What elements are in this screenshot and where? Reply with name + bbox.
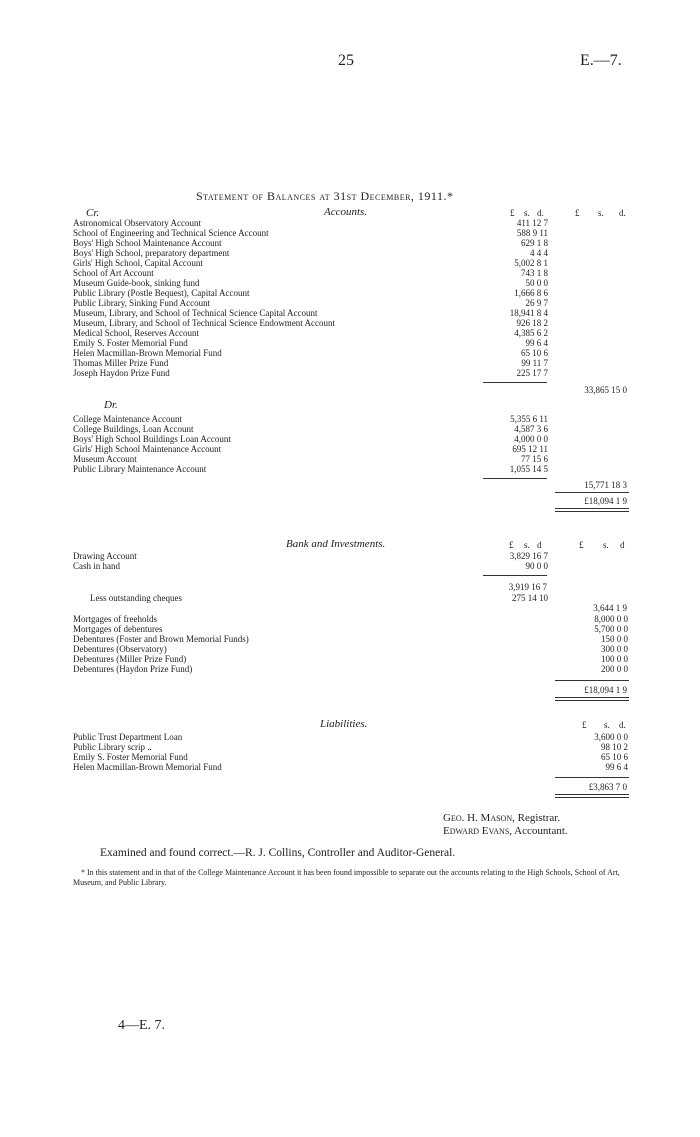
bank-amount: 275 14 10 [512,593,548,603]
list-item [73,464,548,474]
account-label: Helen Macmillan-Brown Memorial Fund [73,348,222,358]
footnote: * In this statement and in that of the College Maintenance Account it has been found impossible to separate out the accounts relating to the High Schools, School of Art, Museum, and Public Library. [73,868,620,887]
bank-d-header: d [537,540,542,550]
list-item [73,338,548,348]
investment-amount: 100 0 0 [601,654,628,664]
list-item [73,752,628,762]
account-amount: 99 6 4 [525,338,548,348]
list-item [73,228,548,238]
account-label: Museum, Library, and School of Technical Science Endowment Account [73,318,336,328]
col1-s-header: s. [524,208,530,218]
list-item [73,444,548,454]
investment-amount: 300 0 0 [601,644,628,654]
account-amount: 629 1 8 [521,238,548,248]
bank2-s-header: s. [603,540,609,550]
dr-total: 15,771 18 3 [584,480,627,490]
liability-amount: 65 10 6 [601,752,628,762]
investment-label: Debentures (Haydon Prize Fund) [73,664,193,674]
list-item [73,732,628,742]
liabilities-total: £3,863 7 0 [588,782,627,792]
account-label: School of Art Account [73,268,154,278]
signature-role: , Registrar. [512,812,561,824]
rule [555,680,629,681]
signature-registrar [443,812,560,824]
list-item [73,664,628,674]
signature-role: , Accountant. [509,825,568,837]
signature-name: Geo. H. Mason [443,812,513,824]
liability-amount: 98 10 2 [601,742,628,752]
double-rule [555,508,629,512]
account-label: Public Library Maintenance Account [73,464,207,474]
account-label: Boys' High School, preparatory department [73,248,230,258]
account-label: Girls' High School Maintenance Account [73,444,222,454]
rule [483,478,547,479]
account-amount: 225 17 7 [516,368,548,378]
list-item [73,742,628,752]
signature-accountant [443,825,568,837]
liability-label: Helen Macmillan-Brown Memorial Fund [73,762,222,772]
investment-amount: 5,700 0 0 [594,624,628,634]
bank-pound-header: £ [509,540,514,550]
list-item [73,454,548,464]
list-item [73,654,628,664]
bank-amount: 90 0 0 [525,561,548,571]
list-item [73,762,628,772]
account-label: Emily S. Foster Memorial Fund [73,338,188,348]
list-item [73,268,548,278]
rule [483,382,547,383]
investment-amount: 200 0 0 [601,664,628,674]
bank-s-header: s. [524,540,530,550]
list-item [73,358,548,368]
account-label: Boys' High School Buildings Loan Account [73,434,231,444]
double-rule [555,697,629,701]
document-reference: E.—7. [580,52,622,69]
account-amount: 743 1 8 [521,268,548,278]
drawing-account-row [73,551,548,561]
accounts-heading: Accounts. [324,206,368,218]
statement-title: Statement of Balances at 31st December, 1911.* [196,189,454,203]
list-item [73,238,548,248]
examined-statement: Examined and found correct.—R. J. Collins, Controller and Auditor-General. [100,847,456,859]
account-amount: 4,385 6 2 [514,328,548,338]
bank2-pound-header: £ [579,540,584,550]
account-amount: 1,055 14 5 [509,464,548,474]
account-label: Public Library, Sinking Fund Account [73,298,211,308]
col1-pound-header: £ [510,208,515,218]
list-item [73,614,628,624]
list-item [73,624,628,634]
investment-label: Mortgages of debentures [73,624,163,634]
rule [483,575,547,576]
liab-s-header: s. [604,720,610,730]
list-item [73,278,548,288]
liability-amount: 3,600 0 0 [594,732,628,742]
cr-heading: Cr. [86,207,100,219]
investment-label: Mortgages of freeholds [73,614,157,624]
account-amount: 4,000 0 0 [514,434,548,444]
list-item [73,298,548,308]
account-amount: 1,666 8 6 [514,288,548,298]
investment-amount: 8,000 0 0 [594,614,628,624]
liabilities-heading: Liabilities. [320,718,368,730]
liability-label: Emily S. Foster Memorial Fund [73,752,188,762]
account-label: Medical School, Reserves Account [73,328,199,338]
account-amount: 26 9 7 [525,298,548,308]
list-item [73,318,548,328]
account-amount: 588 9 11 [516,228,548,238]
signature-name: Edward Evans [443,825,510,837]
account-label: Museum Account [73,454,137,464]
account-label: Museum Guide-book, sinking fund [73,278,200,288]
less-cheques-row [90,593,548,603]
list-item [73,348,548,358]
double-rule [555,794,629,798]
account-label: Public Library (Postle Bequest), Capital Account [73,288,250,298]
account-amount: 695 12 11 [512,444,548,454]
list-item [73,644,628,654]
account-label: Museum, Library, and School of Technical Science Capital Account [73,308,318,318]
bank-total: £18,094 1 9 [584,685,627,695]
account-amount: 5,002 8 1 [514,258,548,268]
cash-row [73,561,548,571]
account-amount: 411 12 7 [516,218,548,228]
col2-d-header: d. [619,208,626,218]
liability-amount: 99 6 4 [605,762,628,772]
investment-label: Debentures (Foster and Brown Memorial Funds) [73,634,249,644]
rule [555,777,629,778]
investment-amount: 150 0 0 [601,634,628,644]
list-item [73,258,548,268]
rule [555,492,629,493]
bank-net: 3,644 1 9 [593,603,627,613]
dr-heading: Dr. [104,399,118,411]
liab-pound-header: £ [582,720,587,730]
col2-s-header: s. [598,208,604,218]
page-reference: 4—E. 7. [118,1018,166,1033]
list-item [73,308,548,318]
account-label: Boys' High School Maintenance Account [73,238,222,248]
account-amount: 65 10 6 [521,348,548,358]
account-label: College Buildings, Loan Account [73,424,194,434]
account-amount: 18,941 8 4 [509,308,548,318]
bank-heading: Bank and Investments. [286,538,386,550]
list-item [73,288,548,298]
account-label: Joseph Haydon Prize Fund [73,368,170,378]
bank-amount: 3,829 16 7 [509,551,548,561]
cr-total: 33,865 15 0 [584,385,627,395]
list-item [73,218,548,228]
account-amount: 99 11 7 [521,358,548,368]
page-number: 25 [338,52,354,69]
account-label: Thomas Miller Prize Fund [73,358,169,368]
bank-subtotal: 3,919 16 7 [508,582,547,592]
list-item [73,248,548,258]
list-item [73,634,628,644]
list-item [73,434,548,444]
bank-label: Drawing Account [73,551,137,561]
list-item [73,414,548,424]
list-item [73,368,548,378]
account-amount: 926 18 2 [516,318,548,328]
list-item [73,424,548,434]
bank2-d-header: d [620,540,625,550]
account-label: Astronomical Observatory Account [73,218,201,228]
investment-label: Debentures (Miller Prize Fund) [73,654,187,664]
bank-label: Less outstanding cheques [90,593,182,603]
account-amount: 4 4 4 [530,248,548,258]
account-label: School of Engineering and Technical Science Account [73,228,269,238]
list-item [73,328,548,338]
account-amount: 50 0 0 [525,278,548,288]
col1-d-header: d. [537,208,544,218]
liability-label: Public Trust Department Loan [73,732,183,742]
account-amount: 5,355 6 11 [510,414,548,424]
liability-label: Public Library scrip .. [73,742,152,752]
liab-d-header: d. [619,720,626,730]
investment-label: Debentures (Observatory) [73,644,167,654]
accounts-grand-total: £18,094 1 9 [584,496,627,506]
bank-label: Cash in hand [73,561,120,571]
col2-pound-header: £ [575,208,580,218]
account-amount: 77 15 6 [521,454,548,464]
account-label: Girls' High School, Capital Account [73,258,203,268]
account-label: College Maintenance Account [73,414,182,424]
account-amount: 4,587 3 6 [514,424,548,434]
